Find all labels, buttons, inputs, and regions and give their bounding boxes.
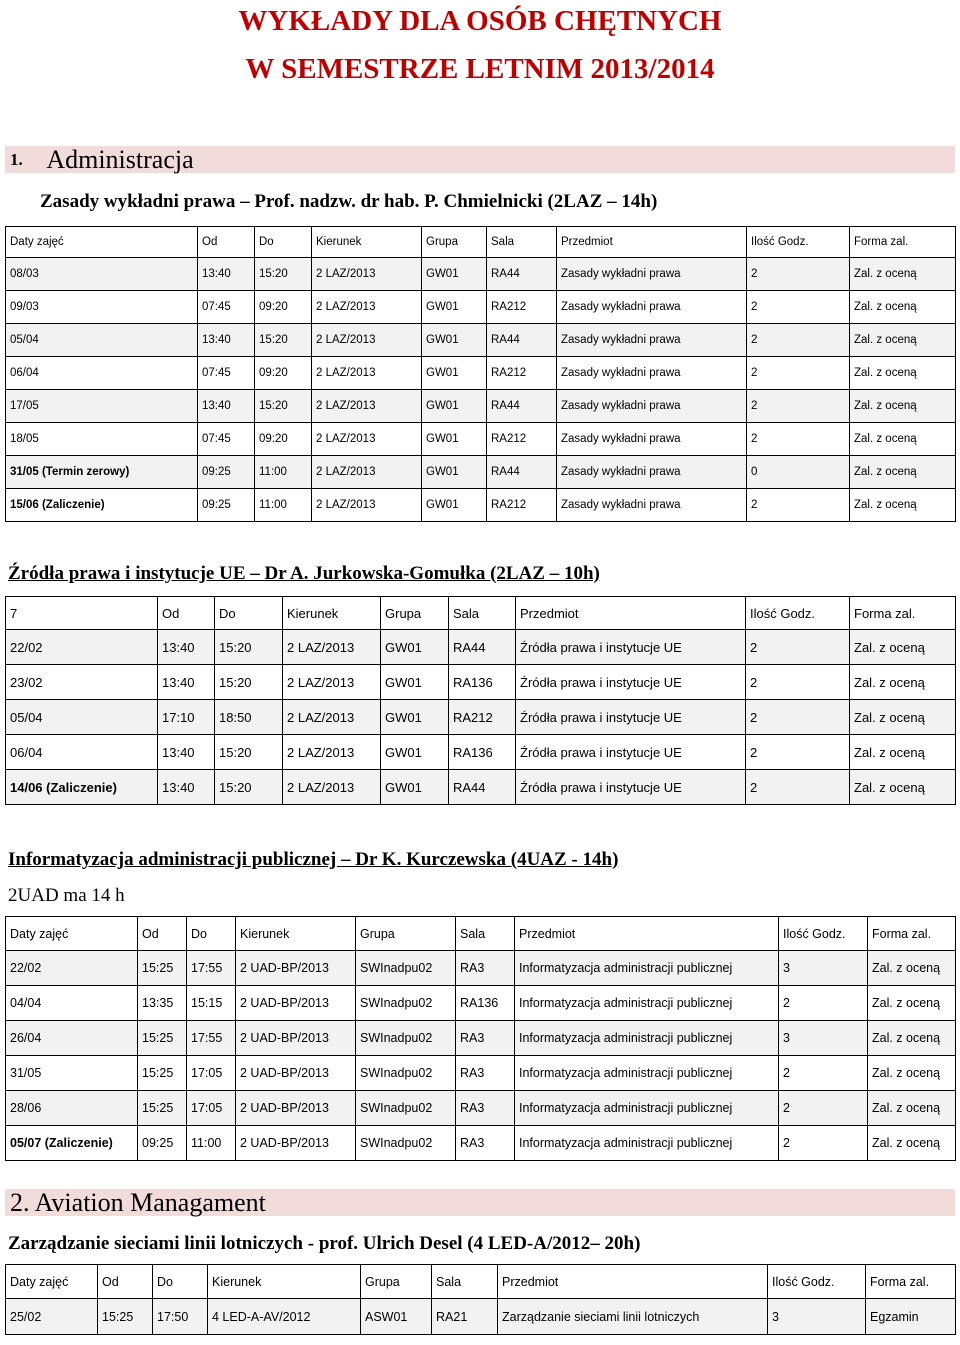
cell: SWInadpu02: [356, 1021, 456, 1056]
cell: Zasady wykładni prawa: [557, 390, 747, 423]
cell: Zal. z oceną: [850, 423, 956, 456]
cell: Zarządzanie sieciami linii lotniczych: [498, 1299, 768, 1335]
cell: Źródła prawa i instytucje UE: [516, 700, 746, 735]
cell: 2 LAZ/2013: [283, 700, 381, 735]
cell: Zal. z oceną: [850, 291, 956, 324]
cell: 05/07 (Zaliczenie): [6, 1126, 138, 1161]
cell: Zal. z oceną: [868, 1126, 956, 1161]
schedule-table-zarzadzanie: [5, 1264, 956, 1335]
col-header: Sala: [456, 917, 515, 951]
table-row: [6, 951, 956, 986]
col-header: Przedmiot: [515, 917, 779, 951]
cell: SWInadpu02: [356, 1126, 456, 1161]
course-heading-informatyzacja: Informatyzacja administracji publicznej – Dr K. Kurczewska (4UAZ - 14h): [8, 849, 619, 870]
cell: 09:20: [255, 357, 312, 390]
cell: Zal. z oceną: [850, 390, 956, 423]
cell: 15:20: [215, 770, 283, 805]
cell: Zasady wykładni prawa: [557, 489, 747, 522]
cell: 23/02: [6, 665, 158, 700]
cell: 3: [779, 1021, 868, 1056]
cell: 15:20: [255, 390, 312, 423]
cell: RA212: [487, 423, 557, 456]
col-header: Ilość Godz.: [768, 1265, 866, 1299]
cell: 2: [747, 291, 850, 324]
col-header: Sala: [487, 227, 557, 258]
cell: 17:05: [187, 1056, 236, 1091]
col-header: Ilość Godz.: [746, 597, 850, 630]
cell: 11:00: [187, 1126, 236, 1161]
table-row: [6, 291, 956, 324]
cell: Źródła prawa i instytucje UE: [516, 630, 746, 665]
cell: 2 LAZ/2013: [283, 770, 381, 805]
cell: 13:40: [198, 324, 255, 357]
cell: 18:50: [215, 700, 283, 735]
cell: Źródła prawa i instytucje UE: [516, 770, 746, 805]
cell: 2: [779, 1091, 868, 1126]
cell: GW01: [422, 357, 487, 390]
col-header: Kierunek: [208, 1265, 361, 1299]
cell: 09:25: [198, 456, 255, 489]
cell: RA44: [487, 456, 557, 489]
cell: 15/06 (Zaliczenie): [6, 489, 198, 522]
cell: 08/03: [6, 258, 198, 291]
cell: 2: [747, 324, 850, 357]
col-header: Daty zajęć: [6, 227, 198, 258]
cell: SWInadpu02: [356, 951, 456, 986]
section-label: Administracja: [46, 145, 194, 174]
cell: RA3: [456, 951, 515, 986]
cell: 09:25: [138, 1126, 187, 1161]
cell: Egzamin: [866, 1299, 956, 1335]
cell: 13:40: [198, 390, 255, 423]
cell: 17:05: [187, 1091, 236, 1126]
col-header: Forma zal.: [850, 227, 956, 258]
col-header: Kierunek: [312, 227, 422, 258]
cell: 31/05 (Termin zerowy): [6, 456, 198, 489]
cell: 11:00: [255, 489, 312, 522]
page-title-line1: WYKŁADY DLA OSÓB CHĘTNYCH: [238, 5, 722, 37]
cell: RA136: [449, 735, 516, 770]
section-number: 1.: [10, 150, 23, 169]
cell: Informatyzacja administracji publicznej: [515, 1021, 779, 1056]
col-header: Od: [98, 1265, 153, 1299]
cell: 17:55: [187, 1021, 236, 1056]
table-header-row: [6, 227, 956, 258]
cell: 2 UAD-BP/2013: [236, 1021, 356, 1056]
cell: 22/02: [6, 630, 158, 665]
col-header: Grupa: [356, 917, 456, 951]
cell: RA44: [487, 324, 557, 357]
cell: 2 UAD-BP/2013: [236, 1126, 356, 1161]
table-header-row: [6, 597, 956, 630]
cell: GW01: [381, 630, 449, 665]
cell: 06/04: [6, 357, 198, 390]
col-header: Od: [138, 917, 187, 951]
cell: Zasady wykładni prawa: [557, 291, 747, 324]
cell: GW01: [381, 770, 449, 805]
col-header: Do: [215, 597, 283, 630]
table-row: [6, 1021, 956, 1056]
table-row: [6, 258, 956, 291]
cell: 2: [779, 1126, 868, 1161]
cell: 2: [746, 700, 850, 735]
cell: RA21: [432, 1299, 498, 1335]
cell: RA44: [487, 390, 557, 423]
cell: GW01: [422, 423, 487, 456]
cell: RA3: [456, 1056, 515, 1091]
table-row: [6, 665, 956, 700]
cell: 09/03: [6, 291, 198, 324]
cell: GW01: [422, 324, 487, 357]
cell: Źródła prawa i instytucje UE: [516, 735, 746, 770]
cell: 13:40: [198, 258, 255, 291]
section-title: [10, 1189, 266, 1216]
cell: Zal. z oceną: [850, 258, 956, 291]
schedule-table-zrodla: [5, 596, 956, 805]
section-band-administracja: [5, 146, 955, 173]
cell: 4 LED-A-AV/2012: [208, 1299, 361, 1335]
cell: 2 LAZ/2013: [312, 390, 422, 423]
cell: 17:10: [158, 700, 215, 735]
cell: RA212: [487, 489, 557, 522]
cell: 11:00: [255, 456, 312, 489]
cell: 2 UAD-BP/2013: [236, 986, 356, 1021]
cell: 2 LAZ/2013: [312, 258, 422, 291]
cell: Zal. z oceną: [850, 630, 956, 665]
course-heading-zrodla: Źródła prawa i instytucje UE – Dr A. Jurkowska-Gomułka (2LAZ – 10h): [8, 563, 600, 584]
col-header: Forma zal.: [866, 1265, 956, 1299]
cell: 04/04: [6, 986, 138, 1021]
cell: Zasady wykładni prawa: [557, 423, 747, 456]
cell: Zal. z oceną: [850, 456, 956, 489]
cell: RA3: [456, 1021, 515, 1056]
cell: 05/04: [6, 324, 198, 357]
cell: 17:50: [153, 1299, 208, 1335]
cell: RA44: [449, 770, 516, 805]
col-header: Forma zal.: [850, 597, 956, 630]
table-row: [6, 1056, 956, 1091]
section-title: [10, 146, 194, 173]
cell: 3: [768, 1299, 866, 1335]
table-row: [6, 1126, 956, 1161]
cell: 13:40: [158, 770, 215, 805]
cell: Informatyzacja administracji publicznej: [515, 1056, 779, 1091]
cell: 2: [746, 665, 850, 700]
table-row: [6, 390, 956, 423]
course-subheading: 2UAD ma 14 h: [8, 885, 125, 906]
cell: 28/06: [6, 1091, 138, 1126]
cell: 13:40: [158, 735, 215, 770]
section-label: Aviation Managament: [34, 1188, 266, 1217]
cell: 2 LAZ/2013: [312, 423, 422, 456]
cell: 15:25: [138, 1021, 187, 1056]
table-row: [6, 357, 956, 390]
cell: 13:40: [158, 665, 215, 700]
col-header: Ilość Godz.: [747, 227, 850, 258]
cell: Zal. z oceną: [850, 700, 956, 735]
col-header: Forma zal.: [868, 917, 956, 951]
cell: 15:25: [138, 1056, 187, 1091]
cell: 2: [779, 1056, 868, 1091]
cell: 2 UAD-BP/2013: [236, 1091, 356, 1126]
cell: GW01: [422, 390, 487, 423]
cell: 2 LAZ/2013: [312, 489, 422, 522]
cell: Zal. z oceną: [868, 1056, 956, 1091]
cell: Zal. z oceną: [868, 986, 956, 1021]
table-row: [6, 489, 956, 522]
cell: GW01: [381, 665, 449, 700]
course-heading-zasady: Zasady wykładni prawa – Prof. nadzw. dr hab. P. Chmielnicki (2LAZ – 14h): [40, 191, 658, 212]
cell: 15:25: [98, 1299, 153, 1335]
cell: 15:25: [138, 951, 187, 986]
col-header: Daty zajęć: [6, 1265, 98, 1299]
course-heading-zarzadzanie: Zarządzanie sieciami linii lotniczych - prof. Ulrich Desel (4 LED-A/2012– 20h): [8, 1233, 641, 1254]
col-header: Grupa: [422, 227, 487, 258]
col-header: Grupa: [361, 1265, 432, 1299]
cell: RA3: [456, 1091, 515, 1126]
col-header: Kierunek: [236, 917, 356, 951]
cell: GW01: [422, 489, 487, 522]
cell: 15:20: [255, 258, 312, 291]
cell: 2 LAZ/2013: [312, 357, 422, 390]
cell: Zal. z oceną: [850, 489, 956, 522]
cell: 26/04: [6, 1021, 138, 1056]
col-header: Kierunek: [283, 597, 381, 630]
cell: 2 UAD-BP/2013: [236, 1056, 356, 1091]
cell: SWInadpu02: [356, 1091, 456, 1126]
cell: 2: [747, 390, 850, 423]
cell: 15:20: [215, 735, 283, 770]
cell: 31/05: [6, 1056, 138, 1091]
cell: 0: [747, 456, 850, 489]
col-header: Od: [198, 227, 255, 258]
col-header: Daty zajęć: [6, 917, 138, 951]
table-row: [6, 986, 956, 1021]
cell: SWInadpu02: [356, 986, 456, 1021]
cell: Źródła prawa i instytucje UE: [516, 665, 746, 700]
table-row: [6, 1299, 956, 1335]
cell: Zal. z oceną: [850, 357, 956, 390]
cell: 15:15: [187, 986, 236, 1021]
table-row: [6, 423, 956, 456]
cell: 07:45: [198, 357, 255, 390]
cell: 2 LAZ/2013: [312, 456, 422, 489]
cell: 17/05: [6, 390, 198, 423]
cell: 2: [747, 258, 850, 291]
cell: Zal. z oceną: [850, 665, 956, 700]
cell: 15:20: [215, 630, 283, 665]
cell: Zasady wykładni prawa: [557, 324, 747, 357]
table-row: [6, 630, 956, 665]
cell: 2: [746, 630, 850, 665]
section-number: 2.: [10, 1188, 30, 1217]
col-header: Ilość Godz.: [779, 917, 868, 951]
cell: RA136: [456, 986, 515, 1021]
cell: 05/04: [6, 700, 158, 735]
cell: 2 LAZ/2013: [283, 735, 381, 770]
cell: 2 LAZ/2013: [312, 291, 422, 324]
cell: Informatyzacja administracji publicznej: [515, 951, 779, 986]
cell: 06/04: [6, 735, 158, 770]
cell: 13:40: [158, 630, 215, 665]
cell: GW01: [422, 456, 487, 489]
col-header: Przedmiot: [557, 227, 747, 258]
page-title-line2: W SEMESTRZE LETNIM 2013/2014: [245, 53, 715, 85]
cell: 09:20: [255, 291, 312, 324]
table-row: [6, 324, 956, 357]
cell: RA212: [449, 700, 516, 735]
cell: 07:45: [198, 291, 255, 324]
cell: 2 UAD-BP/2013: [236, 951, 356, 986]
cell: Zal. z oceną: [868, 1091, 956, 1126]
cell: Informatyzacja administracji publicznej: [515, 1091, 779, 1126]
table-header-row: [6, 917, 956, 951]
col-header: Przedmiot: [498, 1265, 768, 1299]
cell: 17:55: [187, 951, 236, 986]
cell: 09:25: [198, 489, 255, 522]
cell: 2: [747, 489, 850, 522]
cell: GW01: [381, 700, 449, 735]
table-row: [6, 456, 956, 489]
cell: 25/02: [6, 1299, 98, 1335]
cell: 2 LAZ/2013: [283, 665, 381, 700]
table-row: [6, 735, 956, 770]
col-header: 7: [6, 597, 158, 630]
cell: 18/05: [6, 423, 198, 456]
cell: RA44: [487, 258, 557, 291]
cell: RA136: [449, 665, 516, 700]
cell: 2 LAZ/2013: [283, 630, 381, 665]
section-band-aviation: [5, 1189, 955, 1216]
cell: 2: [747, 357, 850, 390]
cell: Zal. z oceną: [868, 951, 956, 986]
col-header: Grupa: [381, 597, 449, 630]
col-header: Do: [255, 227, 312, 258]
cell: Zal. z oceną: [850, 324, 956, 357]
table-row: [6, 1091, 956, 1126]
cell: 2: [779, 986, 868, 1021]
cell: 07:45: [198, 423, 255, 456]
cell: Informatyzacja administracji publicznej: [515, 1126, 779, 1161]
cell: 22/02: [6, 951, 138, 986]
col-header: Do: [187, 917, 236, 951]
cell: Informatyzacja administracji publicznej: [515, 986, 779, 1021]
cell: GW01: [422, 291, 487, 324]
cell: RA3: [456, 1126, 515, 1161]
col-header: Od: [158, 597, 215, 630]
col-header: Sala: [449, 597, 516, 630]
table-row: [6, 700, 956, 735]
cell: RA44: [449, 630, 516, 665]
cell: 13:35: [138, 986, 187, 1021]
cell: 15:20: [255, 324, 312, 357]
cell: 15:25: [138, 1091, 187, 1126]
cell: RA212: [487, 357, 557, 390]
cell: ASW01: [361, 1299, 432, 1335]
cell: 3: [779, 951, 868, 986]
schedule-table-informatyzacja: [5, 916, 956, 1161]
schedule-table-zasady: [5, 226, 956, 522]
cell: Zal. z oceną: [868, 1021, 956, 1056]
table-header-row: [6, 1265, 956, 1299]
table-row: [6, 770, 956, 805]
cell: 2 LAZ/2013: [312, 324, 422, 357]
cell: Zal. z oceną: [850, 770, 956, 805]
cell: Zal. z oceną: [850, 735, 956, 770]
cell: Zasady wykładni prawa: [557, 258, 747, 291]
cell: 2: [747, 423, 850, 456]
cell: 2: [746, 735, 850, 770]
cell: 15:20: [215, 665, 283, 700]
cell: 14/06 (Zaliczenie): [6, 770, 158, 805]
cell: GW01: [381, 735, 449, 770]
col-header: Sala: [432, 1265, 498, 1299]
cell: 09:20: [255, 423, 312, 456]
cell: 2: [746, 770, 850, 805]
cell: Zasady wykładni prawa: [557, 357, 747, 390]
col-header: Do: [153, 1265, 208, 1299]
cell: RA212: [487, 291, 557, 324]
col-header: Przedmiot: [516, 597, 746, 630]
cell: SWInadpu02: [356, 1056, 456, 1091]
cell: Zasady wykładni prawa: [557, 456, 747, 489]
cell: GW01: [422, 258, 487, 291]
